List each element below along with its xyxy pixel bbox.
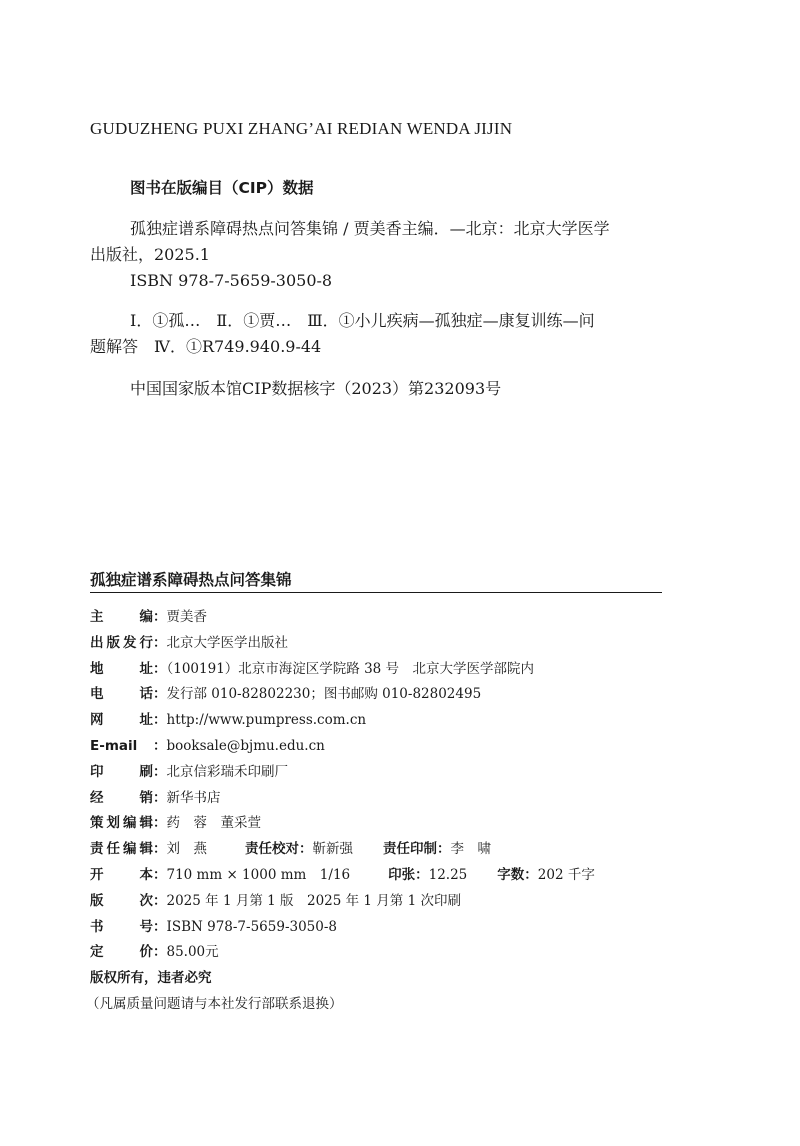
- cip-classification: Ⅰ．①孤… Ⅱ．①贾… Ⅲ．①小儿疾病—孤独症—康复训练—问: [130, 311, 595, 330]
- cip-title-line-cont: 出版社，2025.1: [90, 245, 210, 264]
- info-row-responsibility: 责任编辑：刘 燕 责任校对：靳新强 责任印制：李 啸: [90, 837, 690, 863]
- return-note: （凡属质量问题请与本社发行部联系退换）: [86, 995, 343, 1012]
- imprint-info: [86, 605, 690, 1018]
- label-email: E-mail: [90, 737, 138, 754]
- info-row-note: [86, 992, 690, 1018]
- label-resp-print: 责任印制: [383, 841, 437, 858]
- label-address: 地址: [90, 660, 153, 677]
- pinyin-title: GUDUZHENG PUXI ZHANG’AI REDIAN WENDA JIJIN: [90, 119, 513, 138]
- value-address: （100191）北京市海淀区学院路 38 号 北京大学医学部院内: [166, 660, 535, 677]
- value-publisher: 北京大学医学出版社: [166, 634, 288, 651]
- info-row-website: 网址：http://www.pumpress.com.cn: [90, 708, 690, 734]
- info-row-format: 开本：710 mm × 1000 mm 1/16 印张：12.25 字数：202 千字: [90, 863, 690, 889]
- title-rule: [90, 592, 662, 593]
- label-website: 网址: [90, 712, 153, 729]
- value-planning: 药 蓉 董采萱: [166, 815, 261, 832]
- info-row-planning: 策划编辑：药 蓉 董采萱: [90, 811, 690, 837]
- value-distributor: 新华书店: [166, 789, 221, 806]
- cip-title-line: 孤独症谱系障碍热点问答集锦 / 贾美香主编．—北京：北京大学医学: [130, 219, 610, 238]
- info-row-phone: 电话：发行部 010-82802230；图书邮购 010-82802495: [90, 682, 690, 708]
- value-phone: 发行部 010-82802230；图书邮购 010-82802495: [166, 686, 482, 703]
- label-printer: 印刷: [90, 763, 153, 780]
- label-phone: 电话: [90, 686, 153, 703]
- cip-isbn: ISBN 978-7-5659-3050-8: [130, 271, 333, 290]
- cip-verify-number: 中国国家版本馆CIP数据核字（2023）第232093号: [130, 379, 502, 398]
- label-isbn: 书号: [90, 918, 153, 935]
- value-resp-print: 李 啸: [450, 841, 491, 858]
- book-title: 孤独症谱系障碍热点问答集锦: [90, 571, 292, 589]
- value-isbn: ISBN 978-7-5659-3050-8: [166, 918, 338, 935]
- cip-heading: 图书在版编目（CIP）数据: [130, 179, 314, 197]
- cip-classification-cont: 题解答 Ⅳ．①R749.940.9-44: [90, 337, 322, 356]
- value-sheets: 12.25: [428, 866, 468, 883]
- label-planning: 策划编辑: [90, 815, 153, 832]
- value-website: http://www.pumpress.com.cn: [166, 712, 367, 729]
- info-row-isbn: 书号：ISBN 978-7-5659-3050-8: [90, 915, 690, 941]
- copyright-notice: 版权所有，违者必究: [90, 970, 212, 987]
- value-email: booksale@bjmu.edu.cn: [166, 737, 325, 754]
- info-row-publisher: 出版发行：北京大学医学出版社: [90, 631, 690, 657]
- info-row-editor: 主编：贾美香: [90, 605, 690, 631]
- label-editor: 主编: [90, 609, 153, 625]
- info-row-distributor: 经销：新华书店: [90, 786, 690, 812]
- info-row-printer: 印刷：北京信彩瑞禾印刷厂: [90, 760, 690, 786]
- value-resp-editor: 刘 燕: [166, 841, 207, 858]
- label-publisher: 出版发行: [90, 634, 153, 651]
- value-format: 710 mm × 1000 mm 1/16: [166, 866, 351, 883]
- info-row-address: 地址：（100191）北京市海淀区学院路 38 号 北京大学医学部院内: [90, 657, 690, 683]
- label-proofread: 责任校对: [245, 841, 299, 858]
- label-edition: 版次: [90, 892, 153, 909]
- label-distributor: 经销: [90, 789, 153, 806]
- value-edition: 2025 年 1 月第 1 版 2025 年 1 月第 1 次印刷: [166, 892, 461, 909]
- label-format: 开本: [90, 866, 153, 883]
- value-proofread: 靳新强: [312, 841, 353, 858]
- label-resp-editor: 责任编辑: [90, 841, 153, 858]
- info-row-copyright: [90, 966, 690, 992]
- info-row-price: 定价：85.00元: [90, 940, 690, 966]
- label-price: 定价: [90, 944, 153, 961]
- info-row-email: E-mail ：booksale@bjmu.edu.cn: [90, 734, 690, 760]
- value-printer: 北京信彩瑞禾印刷厂: [166, 763, 288, 780]
- info-row-edition: 版次：2025 年 1 月第 1 版 2025 年 1 月第 1 次印刷: [90, 889, 690, 915]
- label-words: 字数: [497, 866, 525, 883]
- value-words: 202 千字: [537, 866, 595, 883]
- value-editor: 贾美香: [166, 609, 207, 625]
- cip-record: [90, 216, 660, 402]
- value-price: 85.00元: [166, 944, 219, 961]
- label-sheets: 印张: [388, 866, 416, 883]
